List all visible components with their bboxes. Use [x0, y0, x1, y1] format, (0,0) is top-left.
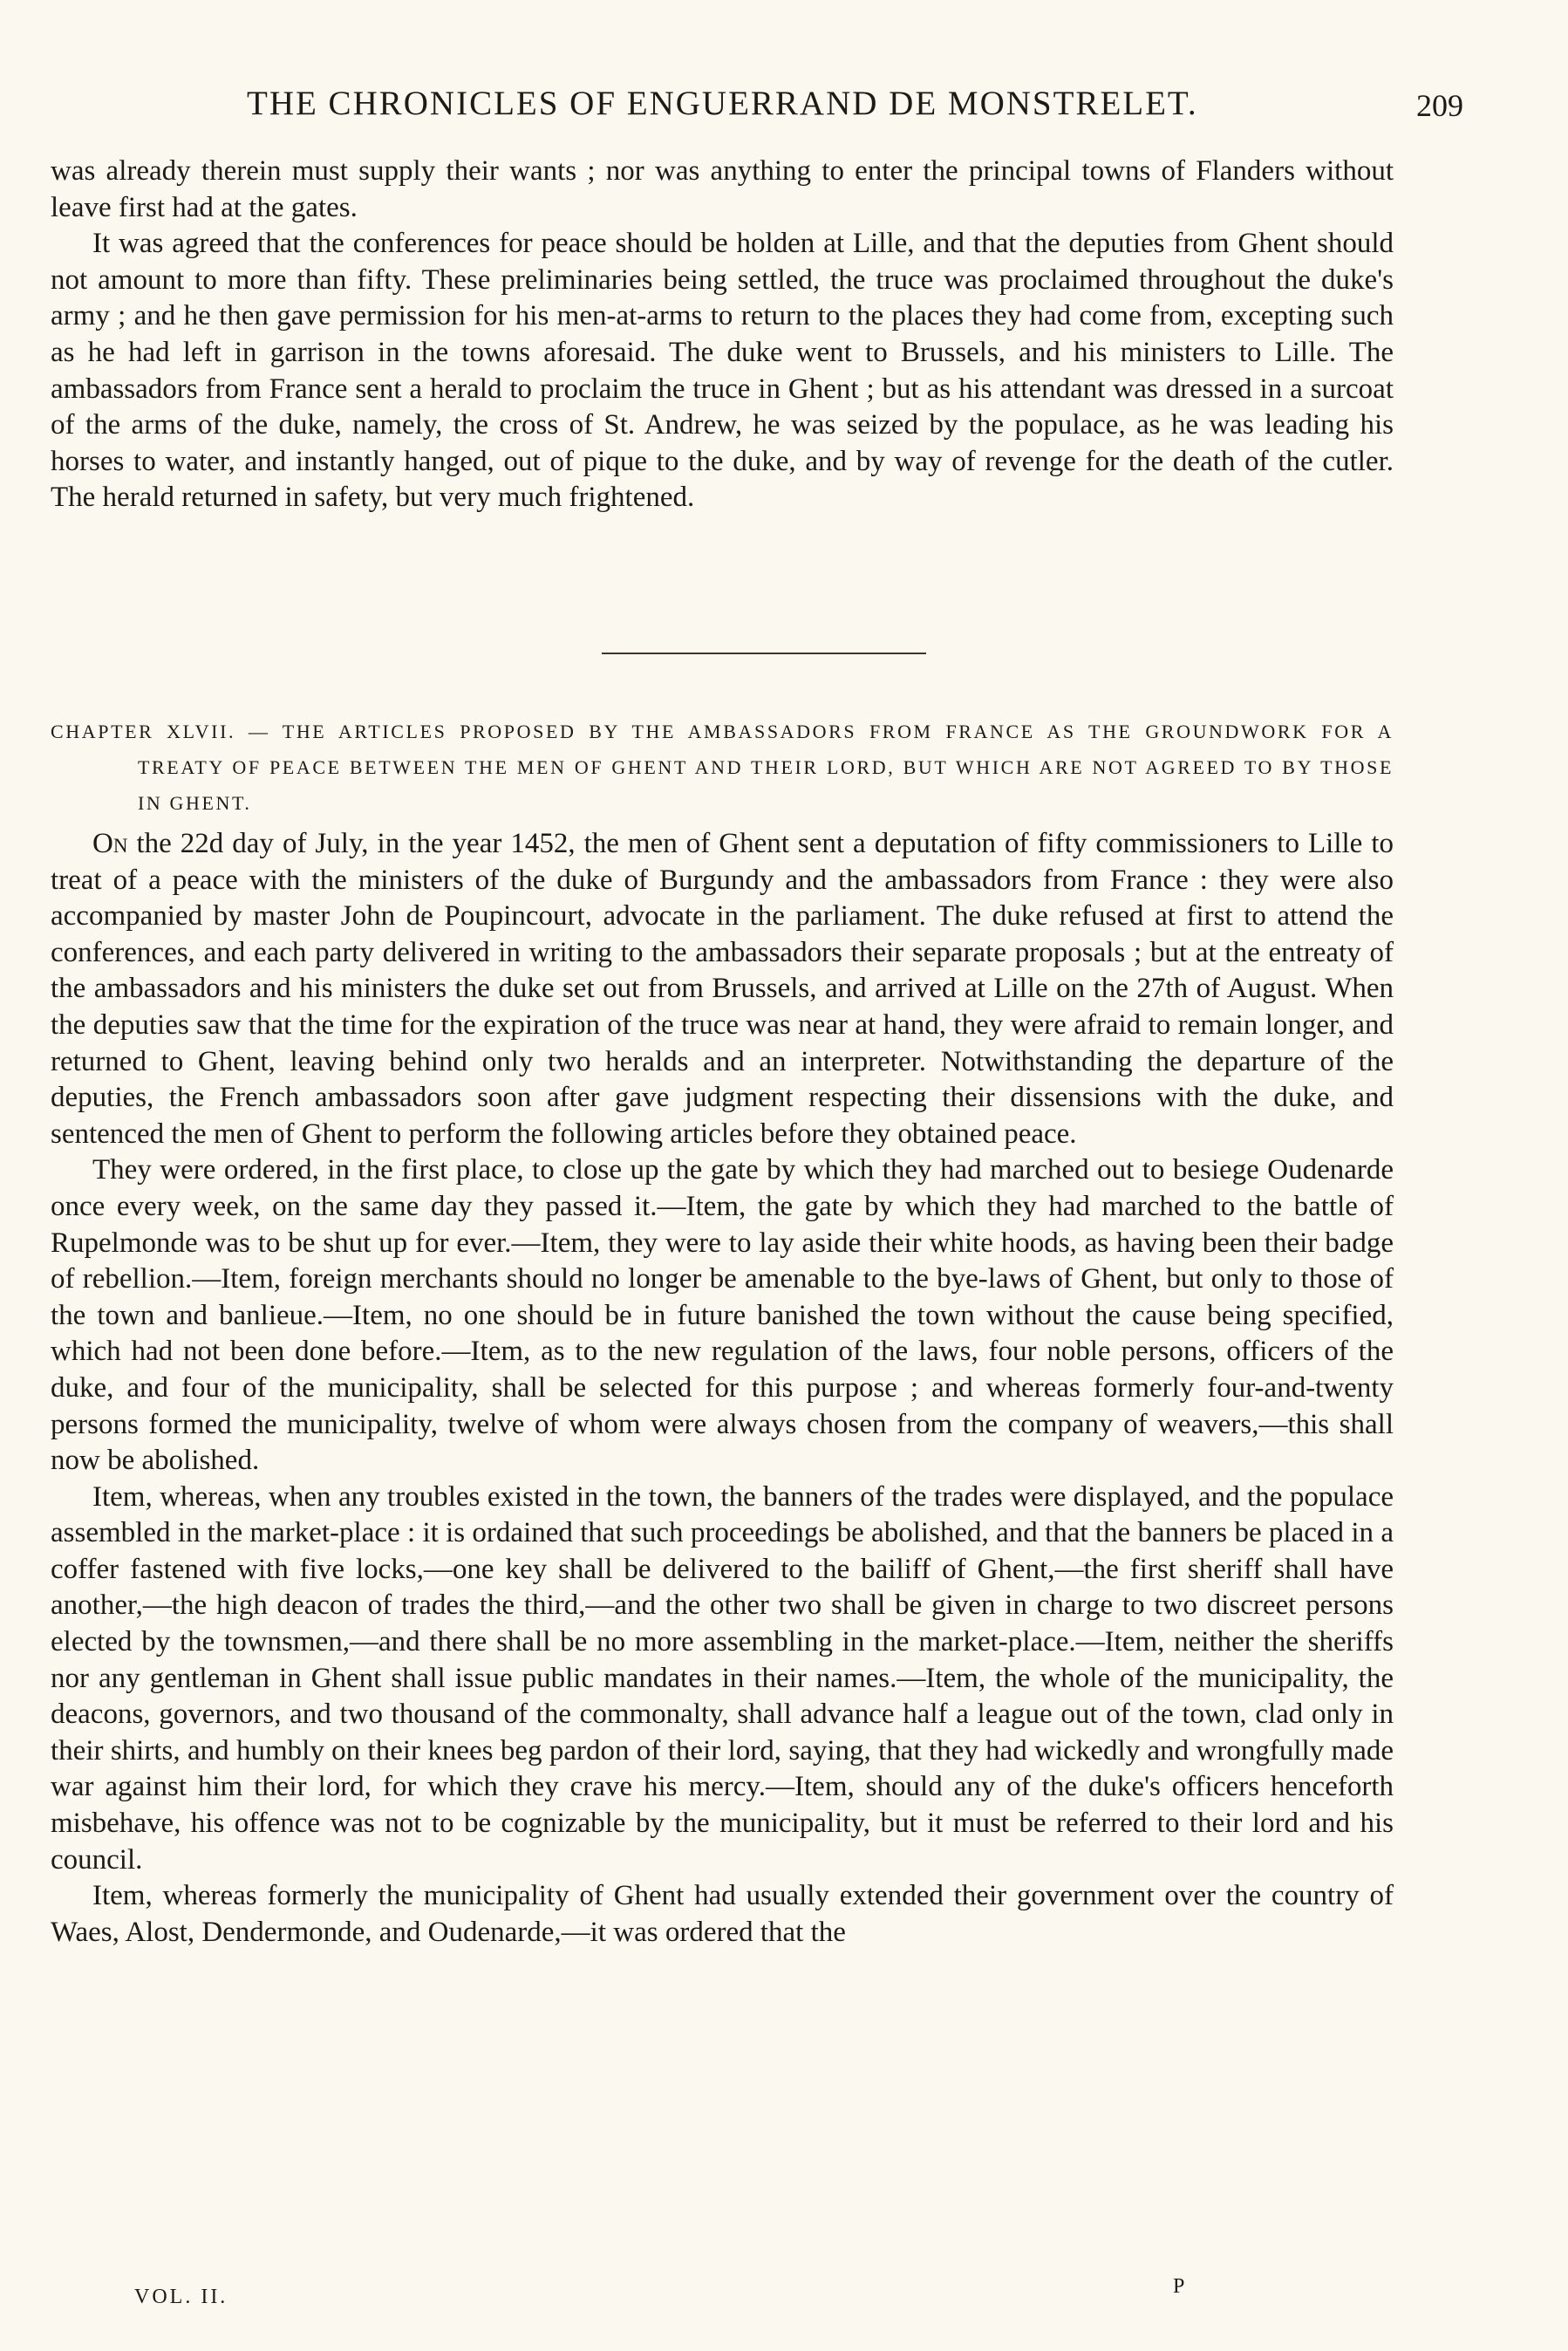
running-head	[51, 84, 1481, 136]
running-title: THE CHRONICLES OF ENGUERRAND DE MONSTRELET.	[247, 85, 1198, 122]
chapter-heading: CHAPTER XLVII. — THE ARTICLES PROPOSED BY THE AMBASSADORS FROM FRANCE AS THE GROUNDWORK FOR A TREATY OF PEACE BETWEEN THE MEN OF GHENT AND THEIR LORD, BUT WHICH ARE NOT AGREED TO BY THOSE IN GHENT.	[51, 721, 1394, 814]
page-number: 209	[1416, 88, 1463, 123]
paragraph: was already therein must supply their wants ; nor was anything to enter the principal towns of Flanders without leave first had at the gates.	[51, 155, 1394, 223]
paragraph: Item, whereas formerly the municipality of Ghent had usually extended their government over the country of Waes, Alost, Dendermonde, and Oudenarde,—it was ordered that the	[51, 1880, 1394, 1948]
paragraph: It was agreed that the conferences for peace should be holden at Lille, and that the deputies from Ghent should not amount to more than fifty. These preliminaries being settled, the truce was proclaimed throughout the duke's army ; and he then gave permission for his men-at-arms to return to the places they had come from, excepting such as he had left in garrison in the towns aforesaid. The duke went to Brussels, and his ministers to Lille. The ambassadors from France sent a herald to proclaim the truce in Ghent ; but as his attendant was dressed in a surcoat of the arms of the duke, namely, the cross of St. Andrew, he was seized by the populace, as he was leading his horses to water, and instantly hanged, out of pique to the duke, and by way of revenge for the death of the cutler. The herald returned in safety, but very much frightened.	[51, 228, 1394, 514]
paragraph	[51, 826, 1394, 1152]
page-footer	[51, 2275, 1481, 2329]
paragraph: Item, whereas, when any troubles existed in the town, the banners of the trades were displayed, and the populace assembled in the market-place : it is ordained that such proceedings be abolished, and that the banners be placed in a coffer fastened with five locks,—one key shall be delivered to the bailiff of Ghent,—the first sheriff shall have another,—the high deacon of trades the third,—and the other two shall be given in charge to two discreet persons elected by the townsmen,—and there shall be no more assembling in the market-place.—Item, neither the sheriffs nor any gentleman in Ghent shall issue public mandates in their names.—Item, the whole of the municipality, the deacons, governors, and two thousand of the commonalty, shall advance half a league out of the town, clad only in their shirts, and humbly on their knees beg pardon of their lord, saying, that they had wickedly and wrongfully made war against him their lord, for which they crave his mercy.—Item, should any of the duke's officers henceforth misbehave, his offence was not to be cognizable by the municipality, but it must be referred to their lord and his council.	[51, 1480, 1394, 1876]
paragraph-text: the 22d day of July, in the year 1452, the men of Ghent sent a deputation of fifty commissioners to Lille to treat of a peace with the ministers of the duke of Burgundy and the ambassadors from France : they were also accompanied by master John de Poupincourt, advocate in the parliament. The duke refused at first to attend the conferences, and each party delivered in writing to the ambassadors their separate proposals ; but at the entreaty of the ambassadors and his ministers the duke set out from Brussels, and arrived at Lille on the 27th of August. When the deputies saw that the time for the expiration of the truce was near at hand, they were afraid to remain longer, and returned to Ghent, leaving behind only two heralds and an interpreter. Notwithstanding the departure of the deputies, the French ambassadors soon after gave judgment respecting their dissensions with the duke, and sentenced the men of Ghent to perform the following articles before they obtained peace.	[51, 828, 1394, 1150]
lead-word: On	[92, 828, 128, 859]
section-divider	[602, 653, 926, 654]
opening-text	[51, 154, 1394, 516]
paragraph: They were ordered, in the first place, to close up the gate by which they had marched out to besiege Oudenarde once every week, on the same day they passed it.—Item, the gate by which they had marched to the battle of Rupelmonde was to be shut up for ever.—Item, they were to lay aside their white hoods, as having been their badge of rebellion.—Item, foreign merchants should no longer be amenable to the bye-laws of Ghent, but only to those of the town and banlieue.—Item, no one should be in future banished the town without the cause being specified, which had not been done before.—Item, as to the new regulation of the laws, four noble persons, officers of the duke, and four of the municipality, shall be selected for this purpose ; and whereas formerly four-and-twenty persons formed the municipality, twelve of whom were always chosen from the company of weavers,—this shall now be abolished.	[51, 1154, 1394, 1477]
signature-mark: P	[1173, 2275, 1185, 2298]
chapter-text	[51, 826, 1394, 1951]
volume-label: VOL. II.	[134, 2286, 228, 2308]
book-page	[51, 0, 1481, 2351]
